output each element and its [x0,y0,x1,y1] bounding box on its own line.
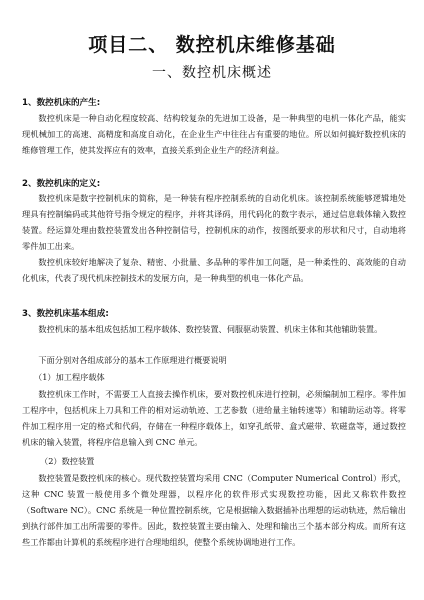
section-title: 一、数控机床概述 [152,65,272,81]
paragraph-origin: 数控机床是一种自动化程度较高、结构较复杂的先进加工设备，是一种典型的电机一体化产品，能实现机械加工的高速、高精度和高度自动化，在企业生产中往往占有重要的地位。所以如何搞好数控机床的维修管理工作，使其发挥应有的效率，直接关系到企业生产的经济利益。 [22,113,406,155]
heading-definition: 2、数控机床的定义: [22,179,101,189]
paragraph-intro: 下面分别对各组成部分的基本工作原理进行概要说明 [38,355,227,365]
heading-composition: 3、数控机床基本组成: [22,309,109,319]
subheading-program-carrier: （1）加工程序载体 [34,372,105,382]
heading-origin: 1、数控机床的产生: [22,98,101,108]
paragraph-definition-2: 数控机床较好地解决了复杂、精密、小批量、多品种的零件加工问题，是一种柔性的、高效能的自动化机床，代表了现代机床控制技术的发展方向，是一种典型的机电一体化产品。 [22,257,406,283]
page-title: 项目二、 数控机床维修基础 [88,34,336,56]
paragraph-definition-1: 数控机床是数字控制机床的简称，是一种装有程序控制系统的自动化机床。该控制系统能够逻辑地处理具有控制编码或其他符号指令规定的程序，并将其译码，用代码化的数字表示，通过信息载体输入数控装置。经运算处理由数控装置发出各种控制信号，控制机床的动作，按图纸要求的形状和尺寸，自动地将零件加工出来。 [22,193,406,251]
paragraph-program-carrier: 数控机床工作时，不需要工人直接去操作机床，要对数控机床进行控制，必须编制加工程序。零件加工程序中，包括机床上刀具和工件的相对运动轨迹、工艺参数（进给量主轴转速等）和辅助运动等。将零件加工程序用一定的格式和代码，存储在一种程序载体上，如穿孔纸带、盒式磁带、软磁盘等，通过数控机床的输入装置，将程序信息输入到 CNC 单元。 [22,389,406,447]
subheading-cnc-device: （2）数控装置 [40,456,95,466]
paragraph-composition: 数控机床的基本组成包括加工程序载体、数控装置、伺服驱动装置、机床主体和其他辅助装置。 [38,324,383,334]
paragraph-cnc-device: 数控装置是数控机床的核心。现代数控装置均采用 CNC（Computer Numerical Control）形式，这种 CNC 装置一般使用多个微处理器，以程序化的软件形式实现数控功能，因此又称软件数控（Software NC）。CNC 系统是一种位置控制系统，它是根据输入数据插补出理想的运动轨迹，然后输出到执行部件加工出所需要的零件。因此，数控装置主要由输入、处理和输出三个基本部分构成。而所有这些工作都由计算机的系统程序进行合理地组织，使整个系统协调地进行工作。 [22,473,406,547]
